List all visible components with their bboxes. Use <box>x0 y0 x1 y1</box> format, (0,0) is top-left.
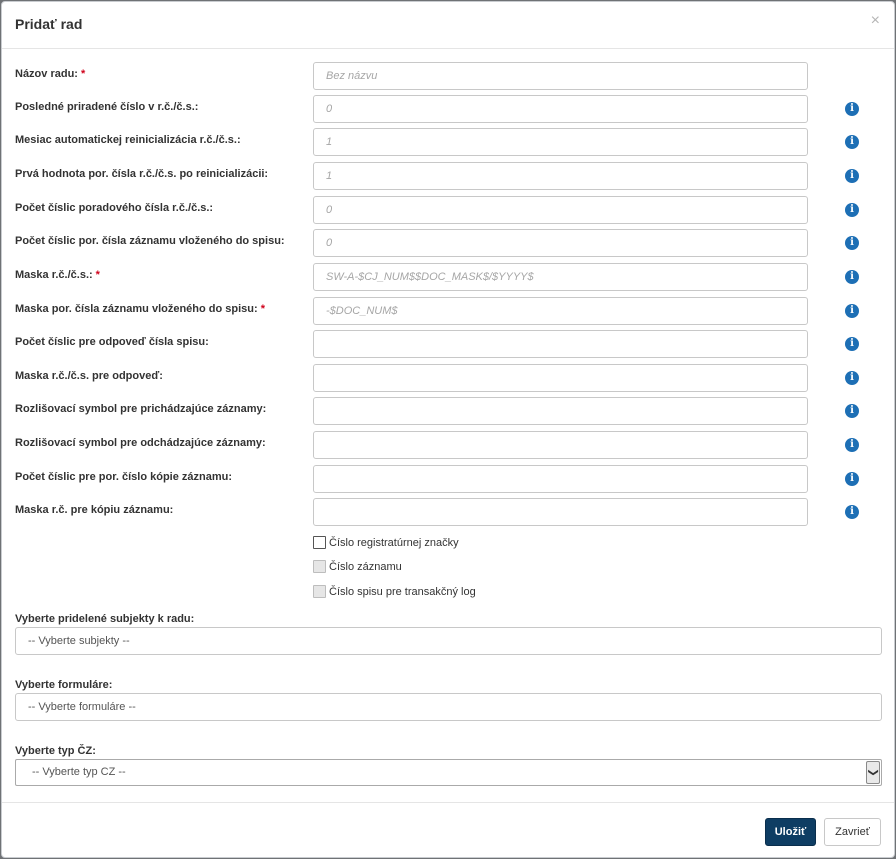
field-input[interactable] <box>313 397 808 425</box>
form-row <box>2 297 895 325</box>
field-label-text: Počet číslic por. čísla záznamu vloženého do spisu: <box>15 235 285 247</box>
forms-placeholder: -- Vyberte formuláre -- <box>28 701 136 713</box>
field-label <box>15 370 163 382</box>
field-input[interactable] <box>313 498 808 526</box>
dialog-footer <box>2 802 895 858</box>
form-row <box>2 397 895 425</box>
dialog-title: Pridať rad <box>15 16 83 32</box>
checkbox-row[interactable] <box>313 536 713 554</box>
checkbox-row[interactable] <box>313 585 713 603</box>
info-icon[interactable]: i <box>845 236 859 250</box>
field-label <box>15 202 213 214</box>
required-marker: * <box>260 303 265 315</box>
subjects-label: Vyberte pridelené subjekty k radu: <box>15 613 195 625</box>
field-input[interactable] <box>313 465 808 493</box>
field-input[interactable] <box>313 162 808 190</box>
info-icon[interactable]: i <box>845 505 859 519</box>
checkbox-label: Číslo registratúrnej značky <box>329 537 459 549</box>
field-label-text: Počet číslic pre por. číslo kópie záznamu: <box>15 471 233 483</box>
field-label-text: Rozlišovací symbol pre odchádzajúce záznamy: <box>15 437 266 449</box>
form-row <box>2 128 895 156</box>
cz-type-select[interactable] <box>15 759 882 786</box>
field-label <box>15 504 173 516</box>
form-row <box>2 431 895 459</box>
info-icon[interactable]: i <box>845 270 859 284</box>
field-input[interactable] <box>313 263 808 291</box>
field-input[interactable] <box>313 196 808 224</box>
field-label <box>15 336 209 348</box>
checkbox[interactable] <box>313 536 326 549</box>
info-icon[interactable]: i <box>845 438 859 452</box>
save-button[interactable]: Uložiť <box>765 818 816 846</box>
cz-type-selected: -- Vyberte typ CZ -- <box>32 766 126 778</box>
forms-label: Vyberte formuláre: <box>15 679 113 691</box>
field-label <box>15 101 198 113</box>
info-icon[interactable]: i <box>845 472 859 486</box>
field-input[interactable] <box>313 128 808 156</box>
subjects-multiselect[interactable] <box>15 627 882 655</box>
info-icon[interactable]: i <box>845 337 859 351</box>
required-marker: * <box>80 68 86 80</box>
field-input[interactable] <box>313 330 808 358</box>
field-input[interactable] <box>313 95 808 123</box>
field-input[interactable] <box>313 229 808 257</box>
forms-multiselect[interactable] <box>15 693 882 721</box>
add-series-dialog <box>1 1 895 858</box>
field-label-text: Maska por. čísla záznamu vloženého do spisu: <box>15 303 258 315</box>
info-icon[interactable]: i <box>845 102 859 116</box>
field-label <box>15 471 232 483</box>
form-row <box>2 229 895 257</box>
form-row <box>2 364 895 392</box>
field-label-text: Posledné priradené číslo v r.č./č.s.: <box>15 101 199 113</box>
form-row <box>2 62 895 90</box>
form-row <box>2 196 895 224</box>
field-input[interactable] <box>313 364 808 392</box>
field-label <box>15 437 266 449</box>
field-label-text: Maska r.č./č.s. pre odpoveď: <box>15 370 163 382</box>
field-label <box>15 68 85 80</box>
form-row <box>2 330 895 358</box>
field-input[interactable] <box>313 297 808 325</box>
close-icon[interactable]: × <box>870 12 880 29</box>
subjects-placeholder: -- Vyberte subjekty -- <box>28 635 130 647</box>
field-label <box>15 235 285 247</box>
field-input[interactable] <box>313 431 808 459</box>
checkbox-label: Číslo spisu pre transakčný log <box>329 586 476 598</box>
field-label <box>15 403 266 415</box>
form-row <box>2 465 895 493</box>
field-label <box>15 303 265 315</box>
close-button[interactable]: Zavrieť <box>824 818 881 846</box>
required-marker: * <box>95 269 100 281</box>
field-label-text: Názov radu: <box>15 68 78 80</box>
field-label-text: Mesiac automatickej reinicializácia r.č./č.s.: <box>15 134 241 146</box>
checkbox <box>313 560 326 573</box>
form-row <box>2 95 895 123</box>
field-input[interactable] <box>313 62 808 90</box>
info-icon[interactable]: i <box>845 304 859 318</box>
info-icon[interactable]: i <box>845 135 859 149</box>
field-label-text: Maska r.č./č.s.: <box>15 269 93 281</box>
form-row <box>2 162 895 190</box>
field-label-text: Počet číslic poradového čísla r.č./č.s.: <box>15 202 214 214</box>
field-label <box>15 269 100 281</box>
field-label-text: Rozlišovací symbol pre prichádzajúce záznamy: <box>15 403 267 415</box>
info-icon[interactable]: i <box>845 404 859 418</box>
field-label <box>15 134 241 146</box>
form-row <box>2 263 895 291</box>
field-label-text: Prvá hodnota por. čísla r.č./č.s. po reinicializácii: <box>15 168 269 180</box>
field-label-text: Počet číslic pre odpoveď čísla spisu: <box>15 336 209 348</box>
checkbox-row[interactable] <box>313 560 713 578</box>
form-row <box>2 498 895 526</box>
checkbox <box>313 585 326 598</box>
info-icon[interactable]: i <box>845 371 859 385</box>
chevron-down-icon[interactable]: ❯ <box>866 761 880 784</box>
dialog-header <box>2 2 894 49</box>
checkbox-label: Číslo záznamu <box>329 561 402 573</box>
info-icon[interactable]: i <box>845 203 859 217</box>
field-label-text: Maska r.č. pre kópiu záznamu: <box>15 504 174 516</box>
cz-type-label: Vyberte typ ČZ: <box>15 745 96 757</box>
field-label <box>15 168 268 180</box>
info-icon[interactable]: i <box>845 169 859 183</box>
